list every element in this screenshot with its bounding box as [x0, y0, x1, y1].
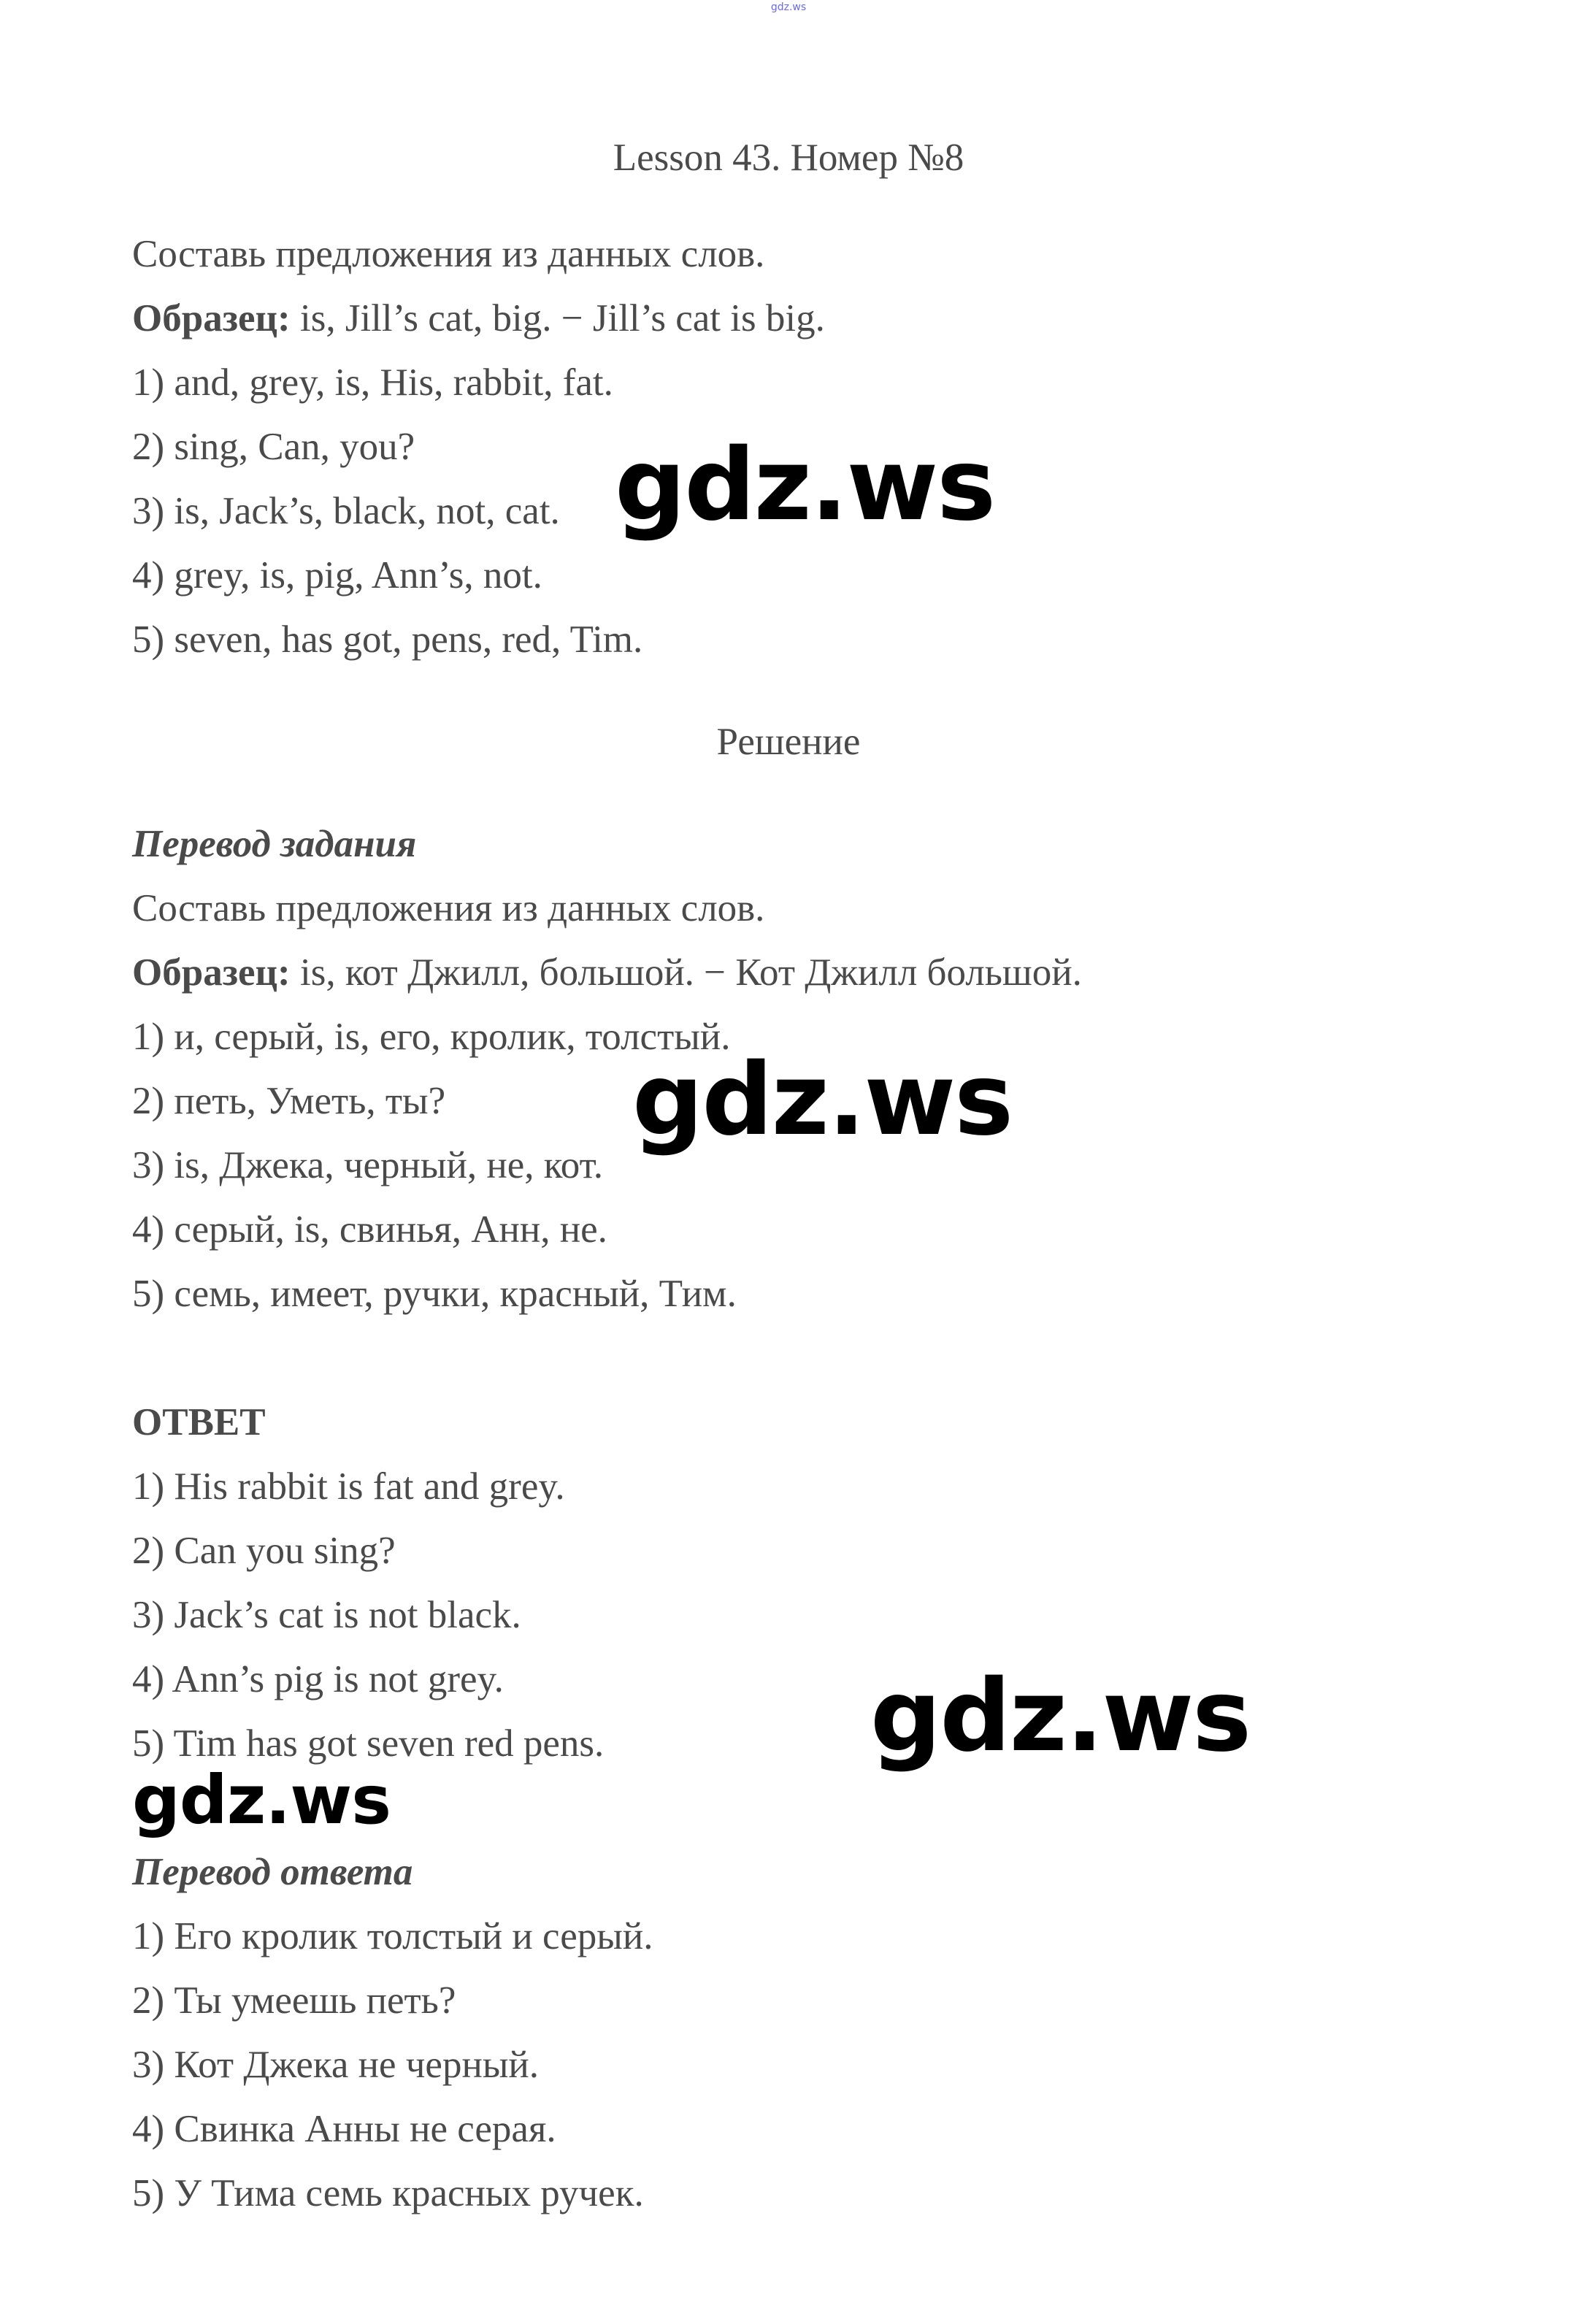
- top-watermark: gdz.ws: [770, 1, 807, 13]
- answer-item-5: 5) Tim has got seven red pens.: [132, 1722, 605, 1765]
- translation-item-1: 1) и, серый, is, его, кролик, толстый.: [132, 1016, 731, 1058]
- example-text: is, Jill’s cat, big. − Jill’s cat is big.: [290, 297, 825, 340]
- task-item-4: 4) grey, is, pig, Ann’s, not.: [132, 554, 542, 597]
- task-item-3: 3) is, Jack’s, black, not, cat.: [132, 490, 560, 532]
- translation-instruction: Составь предложения из данных слов.: [132, 887, 765, 929]
- task-instruction: Составь предложения из данных слов.: [132, 233, 765, 275]
- answer-item-4: 4) Ann’s pig is not grey.: [132, 1658, 504, 1700]
- watermark-1: gdz.ws: [615, 428, 995, 543]
- task-item-2: 2) sing, Can, you?: [132, 426, 415, 468]
- answer-item-3: 3) Jack’s cat is not black.: [132, 1594, 521, 1636]
- answer-translation-item-4: 4) Свинка Анны не серая.: [132, 2108, 556, 2150]
- answer-translation-item-2: 2) Ты умеешь петь?: [132, 1979, 456, 2022]
- task-item-1: 1) and, grey, is, His, rabbit, fat.: [132, 361, 613, 404]
- translation-item-3: 3) is, Джека, черный, не, кот.: [132, 1144, 604, 1186]
- task-item-5: 5) seven, has got, pens, red, Tim.: [132, 618, 643, 661]
- translation-example-label: Образец:: [132, 951, 291, 994]
- solution-heading: Решение: [716, 721, 861, 763]
- translation-example: [132, 949, 1082, 996]
- translation-example-text: is, кот Джилл, большой. − Кот Джилл большой.: [290, 951, 1082, 994]
- watermark-3: gdz.ws: [870, 1659, 1251, 1774]
- translation-heading: Перевод задания: [132, 823, 417, 865]
- translation-item-5: 5) семь, имеет, ручки, красный, Тим.: [132, 1273, 737, 1315]
- answer-translation-heading: Перевод ответа: [132, 1851, 413, 1893]
- task-example: [132, 295, 825, 342]
- translation-item-2: 2) петь, Уметь, ты?: [132, 1080, 446, 1122]
- answer-heading: ОТВЕТ: [132, 1401, 266, 1443]
- watermark-2: gdz.ws: [632, 1043, 1013, 1158]
- answer-translation-item-3: 3) Кот Джека не черный.: [132, 2044, 540, 2086]
- translation-item-4: 4) серый, is, свинья, Анн, не.: [132, 1208, 607, 1251]
- answer-item-1: 1) His rabbit is fat and grey.: [132, 1465, 565, 1508]
- answer-translation-item-1: 1) Его кролик толстый и серый.: [132, 1915, 653, 1957]
- page-title: Lesson 43. Номер №8: [613, 137, 964, 179]
- answer-item-2: 2) Can you sing?: [132, 1530, 396, 1572]
- example-label: Образец:: [132, 297, 291, 340]
- watermark-4: gdz.ws: [132, 1761, 391, 1839]
- answer-translation-item-5: 5) У Тима семь красных ручек.: [132, 2172, 644, 2214]
